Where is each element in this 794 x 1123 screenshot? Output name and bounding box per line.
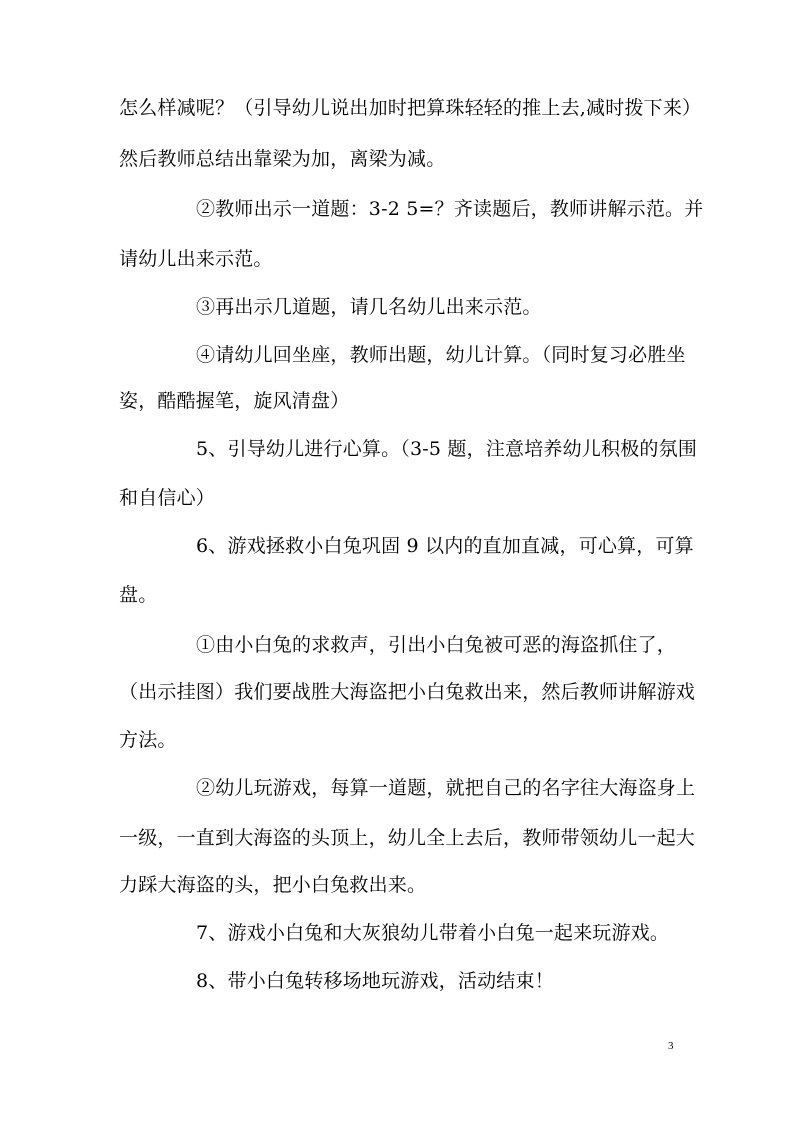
paragraph-line-9: 和自信心）: [119, 487, 216, 509]
paragraph-line-16: 一级，一直到大海盗的头顶上，幼儿全上去后，教师带领幼儿一起大: [119, 827, 696, 849]
paragraph-line-12: ①由小白兔的求救声，引出小白兔被可恶的海盗抓住了，: [196, 634, 677, 656]
paragraph-line-8: 5、引导幼儿进行心算。（3-5 题，注意培养幼儿积极的氛围: [196, 438, 698, 460]
paragraph-line-14: 方法。: [119, 729, 177, 751]
page-number: 3: [668, 1040, 674, 1052]
paragraph-line-1: 怎么样减呢？（引导幼儿说出加时把算珠轻轻的推上去,减时拨下来）: [119, 97, 702, 119]
paragraph-line-17: 力踩大海盗的头，把小白兔救出来。: [119, 874, 427, 896]
paragraph-line-4: 请幼儿出来示范。: [119, 248, 273, 270]
paragraph-line-13: （出示挂图）我们要战胜大海盗把小白兔救出来，然后教师讲解游戏: [119, 681, 696, 703]
paragraph-line-19: 8、带小白兔转移场地玩游戏，活动结束！: [196, 970, 554, 992]
paragraph-line-7: 姿，酷酷握笔，旋风清盘）: [119, 390, 350, 412]
paragraph-line-15: ②幼儿玩游戏，每算一道题，就把自己的名字往大海盗身上: [196, 777, 696, 799]
paragraph-line-5: ③再出示几道题，请几名幼儿出来示范。: [196, 296, 542, 318]
paragraph-line-11: 盘。: [119, 584, 158, 606]
paragraph-line-18: 7、游戏小白兔和大灰狼幼儿带着小白兔一起来玩游戏。: [196, 922, 670, 944]
paragraph-line-3: ②教师出示一道题：3-2 5=？齐读题后，教师讲解示范。并: [196, 198, 704, 220]
paragraph-line-6: ④请幼儿回坐座，教师出题，幼儿计算。（同时复习必胜坐: [196, 344, 686, 366]
paragraph-line-2: 然后教师总结出靠梁为加，离梁为减。: [119, 148, 446, 170]
paragraph-line-10: 6、游戏拯救小白兔巩固 9 以内的直加直减，可心算，可算: [196, 535, 694, 557]
